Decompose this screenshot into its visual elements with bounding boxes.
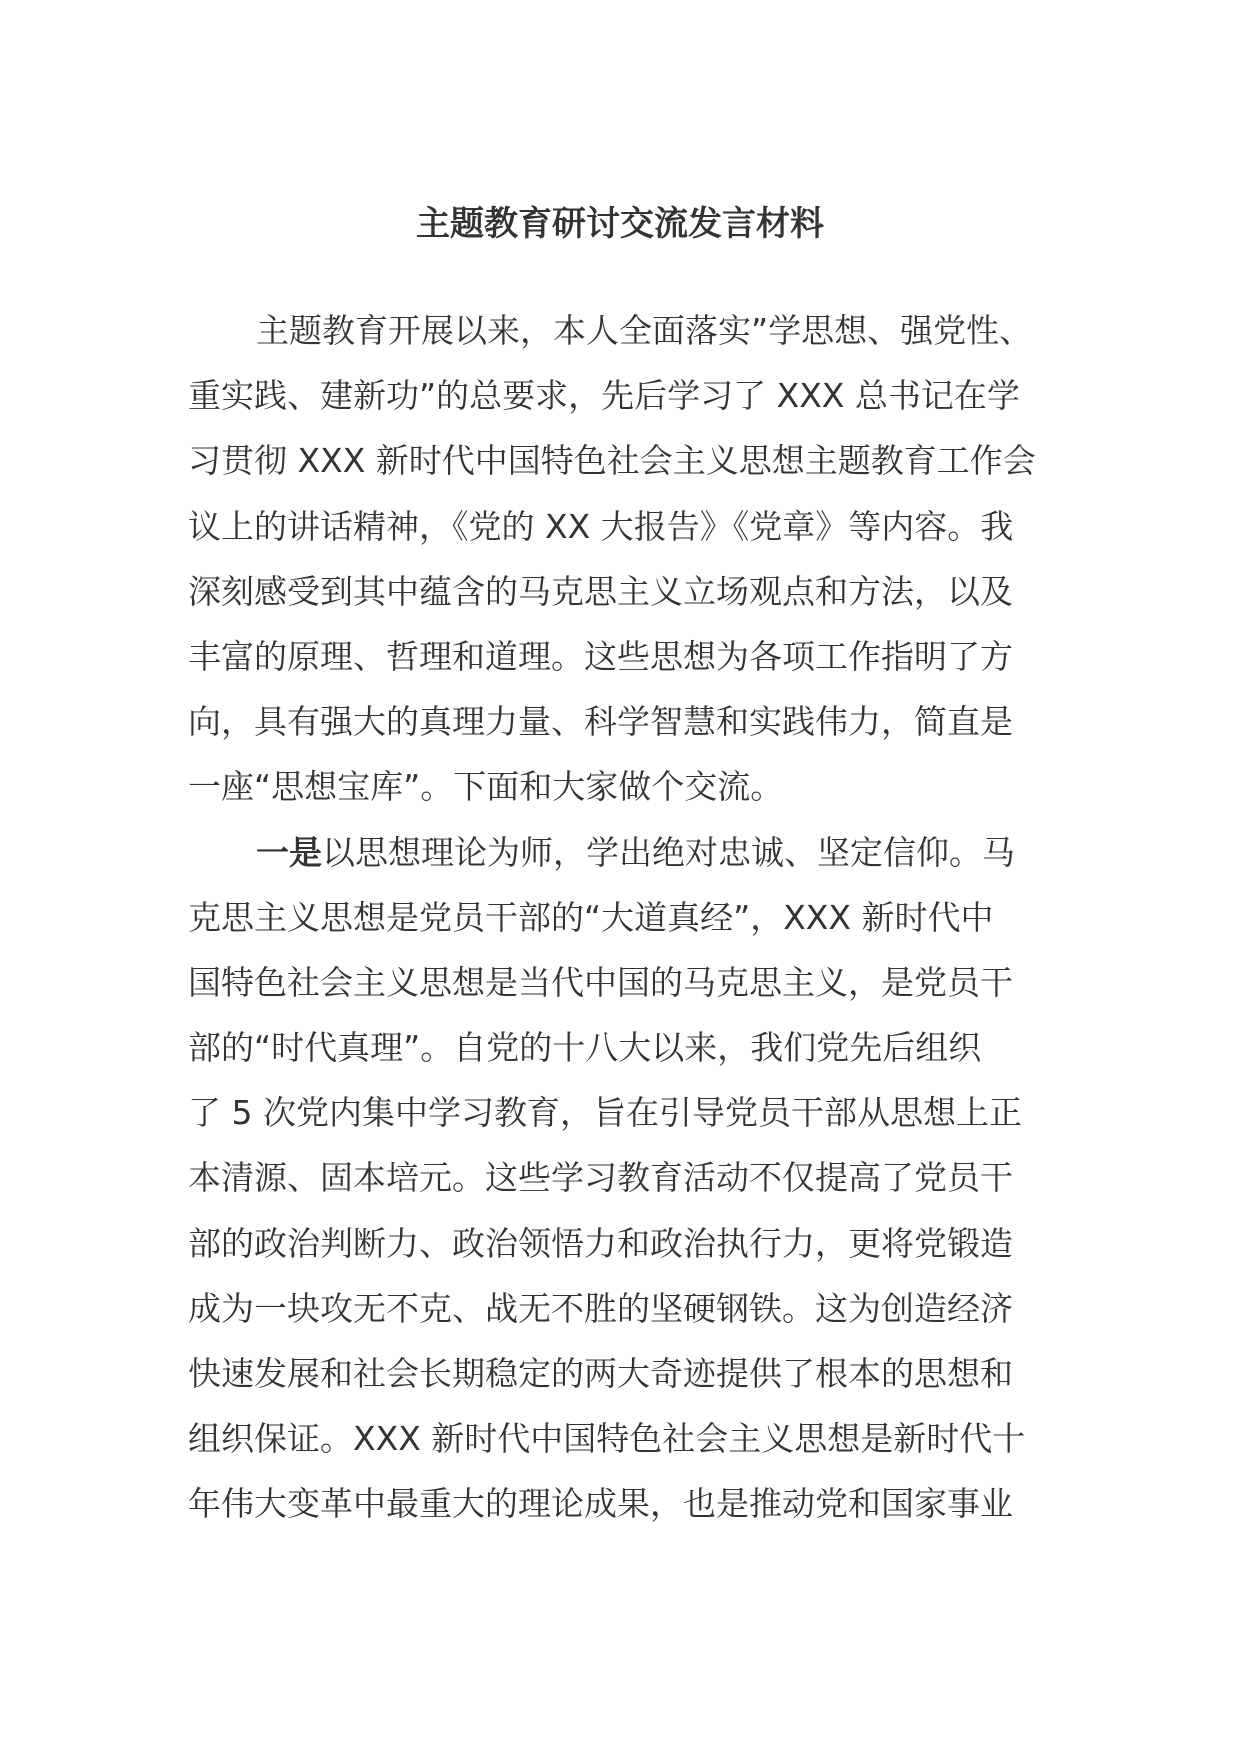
text-line: 一座“思想宝库”。下面和大家做个交流。 xyxy=(188,767,784,807)
text-line: 向，具有强大的真理力量、科学智慧和实践伟力，简直是 xyxy=(188,702,1013,742)
text-line xyxy=(188,820,1056,885)
text-line: 深刻感受到其中蕴含的马克思主义立场观点和方法，以及 xyxy=(188,571,1013,611)
text-line: 习贯彻 XXX 新时代中国特色社会主义思想主题教育工作会 xyxy=(188,441,1036,481)
document-body xyxy=(188,298,1056,1537)
text-line: 成为一块攻无不克、战无不胜的坚硬钢铁。这为创造经济 xyxy=(188,1288,1013,1328)
text-line: 本清源、固本培元。这些学习教育活动不仅提高了党员干 xyxy=(188,1158,1013,1198)
point-lead-rest: 以思想理论为师，学出绝对忠诚、坚定信仰。马 xyxy=(322,832,1015,872)
text-line: 主题教育开展以来，本人全面落实”学思想、强党性、 xyxy=(256,311,1033,350)
paragraph-point-one xyxy=(188,820,1056,1537)
point-lead: 一是 xyxy=(256,832,322,872)
text-line: 部的“时代真理”。自党的十八大以来，我们党先后组织 xyxy=(188,1028,982,1068)
text-line: 议上的讲话精神，《党的 XX 大报告》《党章》等内容。我 xyxy=(188,506,1014,546)
text-line: 快速发展和社会长期稳定的两大奇迹提供了根本的思想和 xyxy=(188,1354,1013,1393)
text-line: 组织保证。XXX 新时代中国特色社会主义思想是新时代十 xyxy=(188,1419,1026,1459)
text-line: 部的政治判断力、政治领悟力和政治执行力，更将党锻造 xyxy=(188,1223,1013,1263)
text-line: 重实践、建新功”的总要求，先后学习了 XXX 总书记在学 xyxy=(188,376,1020,416)
text-line: 年伟大变革中最重大的理论成果，也是推动党和国家事业 xyxy=(188,1484,1013,1524)
text-line: 了 5 次党内集中学习教育，旨在引导党员干部从思想上正 xyxy=(188,1093,1022,1133)
paragraph-intro xyxy=(188,298,1056,820)
text-line: 国特色社会主义思想是当代中国的马克思主义，是党员干 xyxy=(188,962,1013,1002)
text-line: 克思主义思想是党员干部的“大道真经”，XXX 新时代中 xyxy=(188,897,994,937)
document-title: 主题教育研讨交流发言材料 xyxy=(416,204,824,244)
text-line: 丰富的原理、哲理和道理。这些思想为各项工作指明了方 xyxy=(188,636,1013,676)
